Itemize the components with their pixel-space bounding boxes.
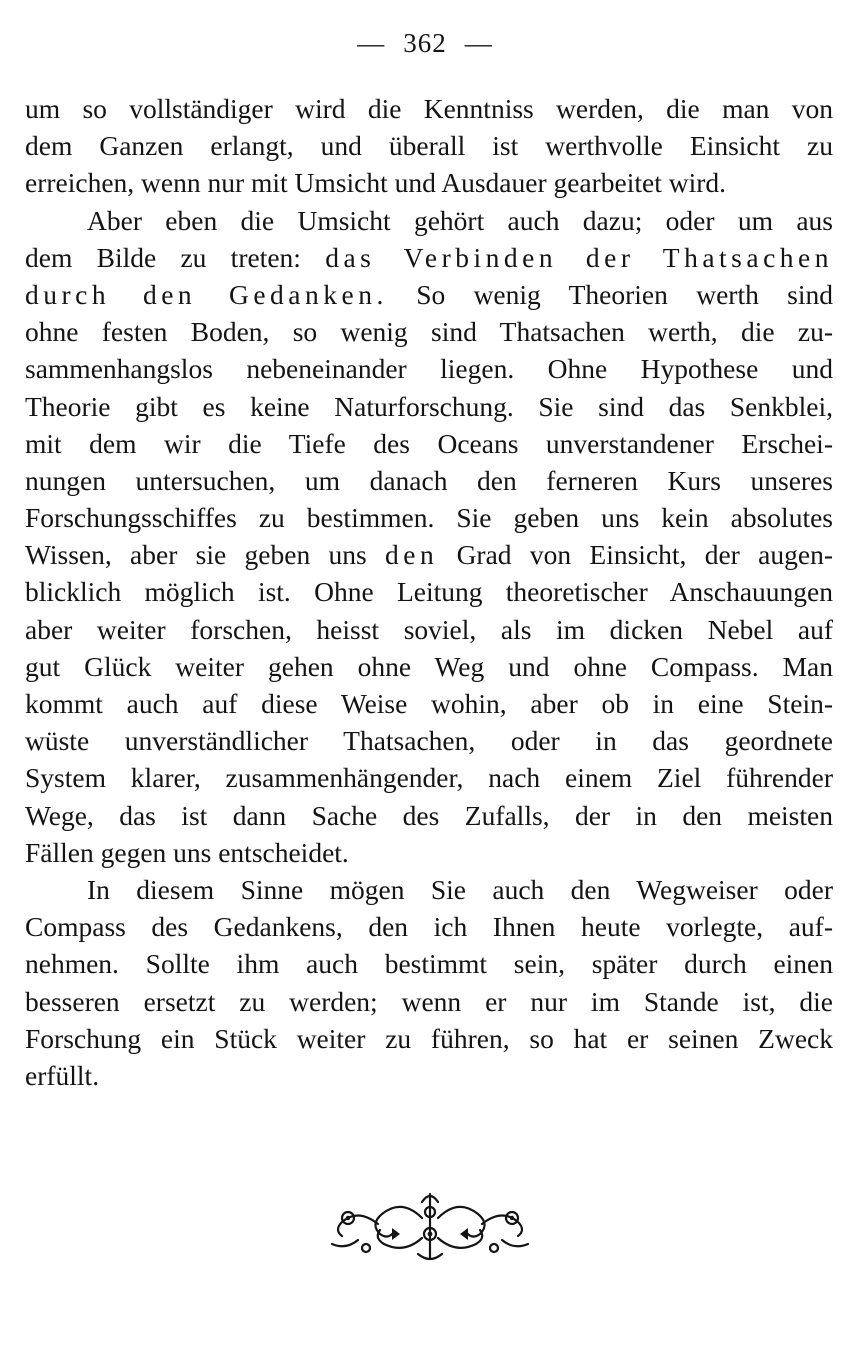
- text-line: Theorie gibt es keine Naturforschung. Sie sind das Senkblei,: [25, 390, 833, 422]
- text-line: nungen untersuchen, um danach den ferneren Kurs unseres: [25, 464, 833, 496]
- text-line: dem Ganzen erlangt, und überall ist werthvolle Einsicht zu: [25, 130, 833, 162]
- text-line: Fällen gegen uns entscheidet.: [25, 836, 349, 868]
- text-line: blicklich möglich ist. Ohne Leitung theoretischer Anschauungen: [25, 576, 833, 608]
- body-text: [25, 90, 833, 1094]
- text-line: erfüllt.: [25, 1059, 100, 1091]
- text-line: Compass des Gedankens, den ich Ihnen heute vorlegte, auf-: [25, 911, 833, 943]
- text-line: System klarer, zusammenhängender, nach einem Ziel führender: [25, 762, 833, 794]
- text-line: kommt auch auf diese Weise wohin, aber ob in eine Stein-: [25, 688, 833, 719]
- emphasized-text: das Verbinden der Thatsachen: [325, 241, 833, 273]
- text-line: Forschungsschiffes zu bestimmen. Sie geben uns kein absolutes: [25, 502, 833, 534]
- text-line: Forschung ein Stück weiter zu führen, so hat er seinen Zweck: [25, 1022, 833, 1054]
- text-line: durch den Gedanken. So wenig Theorien werth sind: [25, 278, 834, 310]
- text-line: erreichen, wenn nur mit Umsicht und Ausdauer gearbeitet wird.: [25, 167, 727, 199]
- header-dash-left: —: [357, 28, 386, 58]
- ornament-icon: [322, 1188, 538, 1268]
- text-line: besseren ersetzt zu werden; wenn er nur im Stande ist, die: [25, 985, 833, 1017]
- text-line: ohne festen Boden, so wenig sind Thatsachen werth, die zu-: [25, 316, 833, 348]
- text-line: um so vollständiger wird die Kenntniss werden, die man von: [25, 93, 833, 124]
- text-line: aber weiter forschen, heisst soviel, als im dicken Nebel auf: [25, 613, 833, 645]
- text-line: In diesem Sinne mögen Sie auch den Wegweiser oder: [87, 873, 833, 905]
- page-header: [0, 28, 850, 59]
- text-line: mit dem wir die Tiefe des Oceans unverstandener Erschei-: [25, 427, 833, 459]
- page-number: 362: [403, 28, 447, 58]
- text-line: dem Bilde zu treten: das Verbinden der Thatsachen: [25, 241, 833, 273]
- text-line: nehmen. Sollte ihm auch bestimmt sein, später durch einen: [25, 948, 833, 980]
- text-line: wüste unverständlicher Thatsachen, oder in das geordnete: [25, 725, 833, 757]
- text-line: gut Glück weiter gehen ohne Weg und ohne Compass. Man: [25, 650, 833, 682]
- text-line: Wege, das ist dann Sache des Zufalls, der in den meisten: [25, 799, 833, 831]
- text-line: Aber eben die Umsicht gehört auch dazu; oder um aus: [87, 204, 833, 236]
- text-line: sammenhangslos nebeneinander liegen. Ohne Hypothese und: [25, 353, 833, 385]
- header-dash-right: —: [464, 28, 493, 58]
- emphasized-text: den: [385, 539, 439, 571]
- text-line: Wissen, aber sie geben uns den Grad von Einsicht, der augen-: [25, 539, 833, 571]
- emphasized-text: durch den Gedanken.: [25, 278, 388, 310]
